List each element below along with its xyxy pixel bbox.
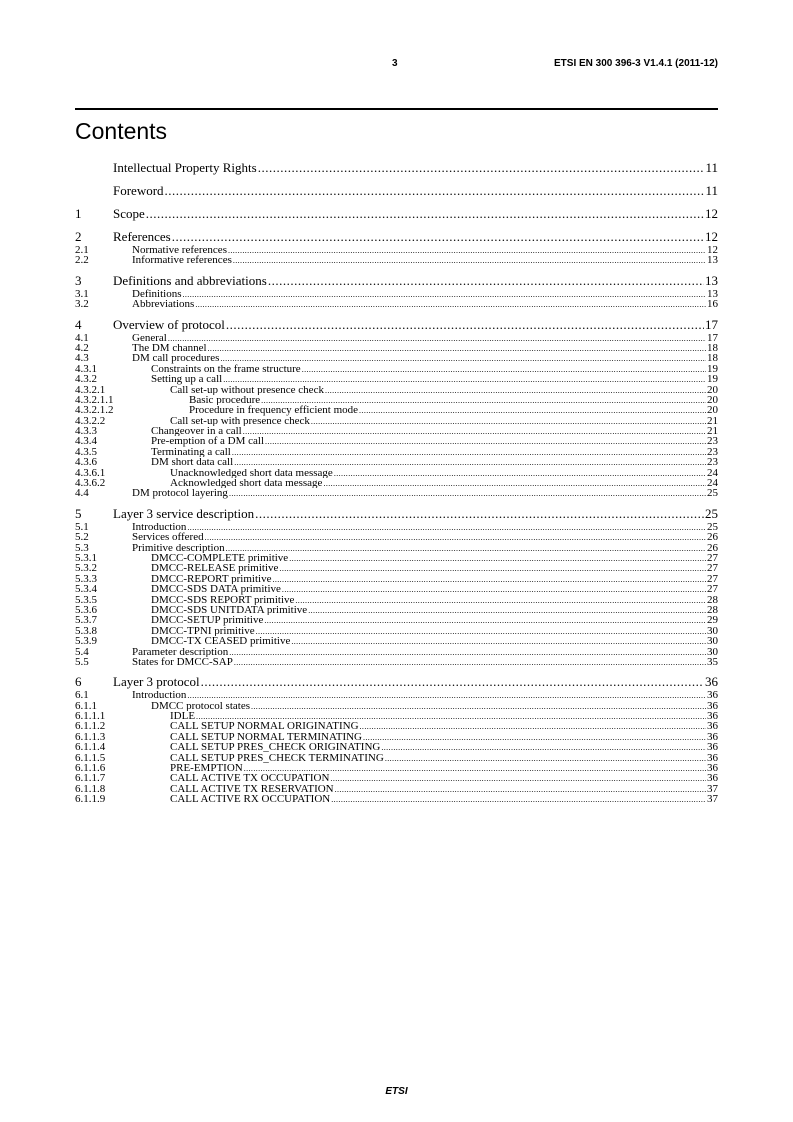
toc-entry-page: 36 bbox=[707, 721, 718, 732]
toc-dot-leader bbox=[168, 333, 706, 343]
toc-gap bbox=[75, 199, 718, 206]
toc-dot-leader bbox=[335, 784, 706, 794]
toc-entry-title: Scope bbox=[113, 206, 145, 221]
toc-entry[interactable] bbox=[75, 574, 718, 584]
toc-entry-title: DM protocol layering bbox=[132, 488, 228, 499]
toc-dot-leader bbox=[251, 701, 706, 711]
toc-entry[interactable] bbox=[75, 543, 718, 553]
toc-entry-title: CALL SETUP NORMAL ORIGINATING bbox=[170, 721, 359, 732]
toc-entry-number: 6.1.1.3 bbox=[75, 731, 106, 743]
toc-entry[interactable] bbox=[75, 721, 718, 731]
toc-entry-title: Call set-up without presence check bbox=[170, 384, 324, 395]
toc-dot-leader bbox=[323, 478, 706, 488]
toc-entry-page: 24 bbox=[707, 467, 718, 479]
toc-entry-page: 18 bbox=[707, 342, 718, 354]
toc-entry-page: 37 bbox=[707, 783, 718, 795]
toc-entry-number: 2 bbox=[75, 229, 82, 244]
toc-entry[interactable] bbox=[75, 364, 718, 374]
toc-entry[interactable] bbox=[75, 374, 718, 384]
toc-entry-title: Foreword bbox=[113, 183, 164, 198]
toc-entry-page: 36 bbox=[707, 731, 718, 743]
toc-entry-title: CALL SETUP NORMAL TERMINATING bbox=[170, 731, 362, 743]
toc-entry-page: 17 bbox=[707, 332, 718, 343]
toc-entry-page: 30 bbox=[707, 646, 718, 657]
toc-dot-leader bbox=[334, 468, 706, 478]
toc-entry-page: 28 bbox=[707, 594, 718, 605]
toc-entry-number: 6 bbox=[75, 674, 82, 690]
toc-dot-leader bbox=[264, 615, 706, 625]
toc-entry-number: 4.1 bbox=[75, 332, 89, 343]
toc-entry-page: 25 bbox=[705, 505, 718, 521]
toc-entry-number: 5.3.3 bbox=[75, 573, 97, 585]
toc-entry-title: DMCC-SDS REPORT primitive bbox=[151, 594, 295, 605]
toc-entry-number: 3.1 bbox=[75, 288, 89, 300]
toc-entry[interactable] bbox=[75, 584, 718, 594]
toc-entry-number: 6.1.1.1 bbox=[75, 711, 106, 722]
toc-entry[interactable] bbox=[75, 563, 718, 573]
toc-entry-page: 27 bbox=[707, 552, 718, 564]
toc-entry-title: CALL SETUP PRES_CHECK TERMINATING bbox=[170, 752, 384, 764]
toc-dot-leader bbox=[381, 742, 706, 752]
toc-dot-leader bbox=[172, 229, 704, 245]
toc-entry-page: 25 bbox=[707, 521, 718, 533]
toc-entry-title: Overview of protocol bbox=[113, 316, 225, 332]
toc-entry-page: 20 bbox=[707, 405, 718, 416]
toc-dot-leader bbox=[243, 426, 706, 436]
toc-entry-page: 36 bbox=[707, 690, 718, 701]
toc-entry-number: 6.1.1.5 bbox=[75, 752, 106, 764]
toc-entry-number: 6.1.1.9 bbox=[75, 794, 106, 805]
document-id: ETSI EN 300 396-3 V1.4.1 (2011-12) bbox=[554, 58, 718, 69]
toc-dot-leader bbox=[233, 255, 706, 265]
toc-entry-title: DMCC-RELEASE primitive bbox=[151, 563, 279, 574]
toc-entry-title: Parameter description bbox=[132, 646, 229, 657]
toc-entry-page: 29 bbox=[707, 615, 718, 626]
toc-entry-number: 4.3.6 bbox=[75, 457, 97, 468]
toc-entry[interactable] bbox=[75, 385, 718, 395]
toc-entry[interactable] bbox=[75, 522, 718, 532]
toc-entry-page: 17 bbox=[705, 316, 718, 332]
toc-dot-leader bbox=[302, 364, 706, 374]
toc-entry-title: PRE-EMPTION bbox=[170, 763, 243, 774]
toc-dot-leader bbox=[205, 532, 706, 542]
toc-entry-title: DM call procedures bbox=[132, 353, 220, 364]
toc-entry-page: 13 bbox=[707, 288, 718, 300]
toc-entry[interactable] bbox=[75, 532, 718, 542]
toc-entry-page: 30 bbox=[707, 625, 718, 637]
toc-dot-leader bbox=[226, 317, 704, 333]
toc-entry-page: 13 bbox=[705, 272, 718, 288]
toc-entry-page: 11 bbox=[705, 183, 718, 198]
toc-entry[interactable] bbox=[75, 160, 718, 176]
toc-entry-number: 6.1.1 bbox=[75, 700, 97, 712]
toc-entry-page: 27 bbox=[707, 573, 718, 585]
toc-entry-title: DMCC protocol states bbox=[151, 700, 250, 712]
toc-entry[interactable] bbox=[75, 436, 718, 446]
toc-entry-title: Introduction bbox=[132, 521, 187, 533]
toc-dot-leader bbox=[295, 595, 706, 605]
toc-entry-title: Layer 3 service description bbox=[113, 505, 255, 521]
toc-entry-title: Layer 3 protocol bbox=[113, 674, 200, 690]
toc-entry-number: 5.3.7 bbox=[75, 615, 97, 626]
toc-entry-page: 36 bbox=[707, 711, 718, 722]
toc-gap bbox=[75, 310, 718, 317]
toc-dot-leader bbox=[268, 273, 704, 289]
table-of-contents bbox=[75, 160, 718, 805]
toc-entry-title: Procedure in frequency efficient mode bbox=[189, 405, 359, 416]
toc-entry[interactable] bbox=[75, 605, 718, 615]
toc-entry-number: 4.3.2 bbox=[75, 374, 97, 385]
toc-entry-number: 4.3.5 bbox=[75, 446, 97, 458]
toc-entry-title: Call set-up with presence check bbox=[170, 415, 310, 427]
toc-entry[interactable] bbox=[75, 447, 718, 457]
toc-entry[interactable] bbox=[75, 333, 718, 343]
toc-dot-leader bbox=[258, 160, 705, 176]
toc-entry-number: 6.1 bbox=[75, 690, 89, 701]
toc-entry-title: DMCC-TX CEASED primitive bbox=[151, 636, 291, 647]
toc-dot-leader bbox=[363, 732, 706, 742]
toc-dot-leader bbox=[255, 506, 704, 522]
toc-entry[interactable] bbox=[75, 206, 718, 222]
toc-dot-leader bbox=[195, 299, 706, 309]
toc-entry-title: General bbox=[132, 332, 167, 343]
toc-dot-leader bbox=[165, 183, 705, 199]
toc-entry-title: CALL ACTIVE TX RESERVATION bbox=[170, 783, 334, 795]
toc-entry[interactable] bbox=[75, 468, 718, 478]
toc-dot-leader bbox=[360, 721, 706, 731]
toc-entry-page: 11 bbox=[705, 160, 718, 175]
toc-dot-leader bbox=[291, 636, 706, 646]
toc-entry-number: 5.1 bbox=[75, 521, 89, 533]
toc-entry-title: DMCC-TPNI primitive bbox=[151, 625, 255, 637]
toc-entry[interactable] bbox=[75, 289, 718, 299]
toc-dot-leader bbox=[234, 457, 706, 467]
toc-entry-title: Setting up a call bbox=[151, 374, 223, 385]
toc-dot-leader bbox=[330, 773, 706, 783]
toc-entry[interactable] bbox=[75, 773, 718, 783]
toc-dot-leader bbox=[234, 657, 706, 667]
toc-entry-number: 4.3 bbox=[75, 353, 89, 364]
toc-dot-leader bbox=[244, 763, 706, 773]
toc-entry-page: 36 bbox=[707, 742, 718, 753]
toc-entry-title: Unacknowledged short data message bbox=[170, 467, 333, 479]
toc-entry-number: 6.1.1.7 bbox=[75, 773, 106, 784]
toc-dot-leader bbox=[187, 690, 706, 700]
toc-entry-number: 5.3.8 bbox=[75, 625, 97, 637]
toc-gap bbox=[75, 499, 718, 506]
toc-dot-leader bbox=[196, 711, 706, 721]
toc-entry-title: States for DMCC-SAP bbox=[132, 656, 233, 668]
toc-entry[interactable] bbox=[75, 273, 718, 289]
toc-dot-leader bbox=[201, 674, 704, 690]
toc-entry[interactable] bbox=[75, 674, 718, 690]
toc-entry[interactable] bbox=[75, 690, 718, 700]
toc-entry-page: 24 bbox=[707, 478, 718, 489]
toc-entry[interactable] bbox=[75, 701, 718, 711]
toc-dot-leader bbox=[232, 447, 706, 457]
toc-entry-page: 25 bbox=[707, 488, 718, 499]
toc-gap bbox=[75, 266, 718, 273]
toc-entry-title: DMCC-REPORT primitive bbox=[151, 573, 272, 585]
toc-entry-page: 28 bbox=[707, 604, 718, 616]
toc-entry-page: 27 bbox=[707, 584, 718, 595]
toc-entry[interactable] bbox=[75, 647, 718, 657]
toc-entry-number: 2.1 bbox=[75, 245, 89, 256]
toc-dot-leader bbox=[265, 436, 706, 446]
toc-entry[interactable] bbox=[75, 595, 718, 605]
toc-entry-title: Basic procedure bbox=[189, 394, 261, 406]
toc-entry[interactable] bbox=[75, 229, 718, 245]
toc-entry[interactable] bbox=[75, 426, 718, 436]
toc-entry[interactable] bbox=[75, 506, 718, 522]
toc-entry-page: 21 bbox=[707, 426, 718, 437]
toc-dot-leader bbox=[220, 353, 706, 363]
toc-dot-leader bbox=[331, 794, 706, 804]
toc-dot-leader bbox=[325, 385, 706, 395]
toc-dot-leader bbox=[256, 626, 706, 636]
toc-entry-number: 5.4 bbox=[75, 646, 89, 657]
header-rule bbox=[75, 108, 718, 110]
contents-title: Contents bbox=[75, 118, 168, 144]
toc-entry[interactable] bbox=[75, 395, 718, 405]
toc-entry-page: 19 bbox=[707, 363, 718, 375]
toc-entry-title: CALL ACTIVE TX OCCUPATION bbox=[170, 773, 330, 784]
toc-entry[interactable] bbox=[75, 343, 718, 353]
page-number: 3 bbox=[392, 58, 398, 69]
toc-entry-page: 26 bbox=[707, 542, 718, 553]
toc-entry[interactable] bbox=[75, 353, 718, 363]
toc-entry-title: Definitions and abbreviations bbox=[113, 272, 267, 288]
toc-entry-number: 4.2 bbox=[75, 342, 89, 354]
toc-entry-number: 5.2 bbox=[75, 532, 89, 543]
toc-dot-leader bbox=[359, 405, 706, 415]
toc-entry[interactable] bbox=[75, 317, 718, 333]
toc-entry-number: 4.3.4 bbox=[75, 436, 97, 447]
toc-entry-number: 4.3.2.1.1 bbox=[75, 394, 114, 406]
toc-entry[interactable] bbox=[75, 299, 718, 309]
toc-entry-title: CALL SETUP PRES_CHECK ORIGINATING bbox=[170, 742, 381, 753]
toc-dot-leader bbox=[229, 488, 706, 498]
toc-entry-number: 5.3.9 bbox=[75, 636, 97, 647]
toc-entry[interactable] bbox=[75, 636, 718, 646]
toc-entry-number: 6.1.1.2 bbox=[75, 721, 106, 732]
toc-entry-title: CALL ACTIVE RX OCCUPATION bbox=[170, 794, 331, 805]
toc-entry-number: 2.2 bbox=[75, 255, 89, 266]
toc-entry-number: 6.1.1.8 bbox=[75, 783, 106, 795]
toc-entry-number: 4 bbox=[75, 316, 82, 332]
toc-entry-title: Changeover in a call bbox=[151, 426, 242, 437]
toc-entry-page: 37 bbox=[707, 794, 718, 805]
toc-dot-leader bbox=[272, 574, 706, 584]
toc-entry-page: 36 bbox=[707, 700, 718, 712]
toc-entry-title: Acknowledged short data message bbox=[170, 478, 323, 489]
toc-dot-leader bbox=[226, 543, 706, 553]
toc-entry[interactable] bbox=[75, 742, 718, 752]
toc-dot-leader bbox=[146, 206, 704, 222]
toc-entry[interactable] bbox=[75, 478, 718, 488]
toc-entry-number: 5 bbox=[75, 505, 82, 521]
page-footer: ETSI bbox=[385, 1086, 408, 1097]
toc-entry-number: 4.3.1 bbox=[75, 363, 97, 375]
toc-entry-number: 3.2 bbox=[75, 299, 89, 310]
toc-entry-page: 23 bbox=[707, 457, 718, 468]
toc-entry-page: 12 bbox=[707, 245, 718, 256]
toc-entry-title: Definitions bbox=[132, 288, 182, 300]
toc-entry-number: 5.3.6 bbox=[75, 604, 97, 616]
toc-entry-number: 5.3 bbox=[75, 542, 89, 553]
toc-entry-title: DMCC-SDS DATA primitive bbox=[151, 584, 281, 595]
toc-entry-title: IDLE bbox=[170, 711, 196, 722]
toc-entry-page: 13 bbox=[707, 255, 718, 266]
toc-entry-page: 23 bbox=[707, 436, 718, 447]
toc-entry-page: 12 bbox=[705, 229, 718, 244]
toc-entry-title: Introduction bbox=[132, 690, 187, 701]
toc-entry-number: 4.3.2.1 bbox=[75, 384, 106, 395]
toc-dot-leader bbox=[183, 289, 707, 299]
toc-dot-leader bbox=[187, 522, 706, 532]
toc-entry[interactable] bbox=[75, 416, 718, 426]
toc-entry-title: Intellectual Property Rights bbox=[113, 160, 257, 175]
toc-entry-title: DMCC-SETUP primitive bbox=[151, 615, 264, 626]
toc-entry-number: 4.3.2.2 bbox=[75, 415, 106, 427]
toc-dot-leader bbox=[229, 647, 706, 657]
toc-entry-page: 21 bbox=[707, 415, 718, 427]
toc-entry[interactable] bbox=[75, 183, 718, 199]
toc-entry-page: 36 bbox=[707, 763, 718, 774]
toc-entry-number: 5.3.4 bbox=[75, 584, 97, 595]
toc-entry-title: Services offered bbox=[132, 532, 204, 543]
toc-entry-title: DMCC-SDS UNITDATA primitive bbox=[151, 604, 308, 616]
toc-entry[interactable] bbox=[75, 615, 718, 625]
toc-dot-leader bbox=[261, 395, 706, 405]
toc-dot-leader bbox=[308, 605, 706, 615]
toc-entry-number: 4.3.6.2 bbox=[75, 478, 106, 489]
toc-entry-page: 12 bbox=[705, 206, 718, 221]
toc-entry-page: 20 bbox=[707, 384, 718, 395]
toc-entry-page: 36 bbox=[707, 773, 718, 784]
toc-dot-leader bbox=[282, 584, 706, 594]
toc-entry[interactable] bbox=[75, 626, 718, 636]
toc-entry-title: Pre-emption of a DM call bbox=[151, 436, 265, 447]
toc-dot-leader bbox=[228, 245, 706, 255]
toc-entry-number: 5.5 bbox=[75, 656, 89, 668]
toc-entry[interactable] bbox=[75, 255, 718, 265]
toc-entry[interactable] bbox=[75, 732, 718, 742]
toc-entry-title: Primitive description bbox=[132, 542, 225, 553]
toc-entry-title: DM short data call bbox=[151, 457, 234, 468]
toc-entry-page: 18 bbox=[707, 353, 718, 364]
toc-gap bbox=[75, 176, 718, 183]
toc-entry-number: 4.3.6.1 bbox=[75, 467, 106, 479]
toc-entry-page: 35 bbox=[707, 656, 718, 668]
toc-entry-page: 36 bbox=[705, 674, 718, 690]
toc-entry-title: Normative references bbox=[132, 245, 227, 256]
toc-gap bbox=[75, 222, 718, 229]
toc-entry-number: 1 bbox=[75, 206, 82, 221]
toc-entry-title: DMCC-COMPLETE primitive bbox=[151, 552, 289, 564]
toc-entry-number: 4.3.3 bbox=[75, 426, 97, 437]
toc-entry-page: 26 bbox=[707, 532, 718, 543]
toc-entry-page: 27 bbox=[707, 563, 718, 574]
toc-entry-page: 30 bbox=[707, 636, 718, 647]
toc-entry-number: 5.3.5 bbox=[75, 594, 97, 605]
toc-entry[interactable] bbox=[75, 763, 718, 773]
toc-gap bbox=[75, 667, 718, 674]
toc-entry[interactable] bbox=[75, 553, 718, 563]
toc-entry[interactable] bbox=[75, 245, 718, 255]
toc-entry-title: Constraints on the frame structure bbox=[151, 363, 301, 375]
toc-entry[interactable] bbox=[75, 753, 718, 763]
toc-entry-title: The DM channel bbox=[132, 342, 207, 354]
toc-entry-page: 20 bbox=[707, 394, 718, 406]
toc-entry[interactable] bbox=[75, 405, 718, 415]
toc-dot-leader bbox=[289, 553, 706, 563]
toc-dot-leader bbox=[279, 563, 706, 573]
toc-entry-number: 6.1.1.4 bbox=[75, 742, 106, 753]
toc-entry-page: 16 bbox=[707, 299, 718, 310]
toc-entry-page: 19 bbox=[707, 374, 718, 385]
toc-dot-leader bbox=[208, 343, 706, 353]
toc-entry[interactable] bbox=[75, 794, 718, 804]
toc-entry-number: 4.4 bbox=[75, 488, 89, 499]
toc-dot-leader bbox=[311, 416, 706, 426]
toc-entry-number: 5.3.1 bbox=[75, 552, 97, 564]
toc-entry-number: 3 bbox=[75, 272, 82, 288]
toc-entry[interactable] bbox=[75, 457, 718, 467]
toc-dot-leader bbox=[385, 753, 706, 763]
toc-entry[interactable] bbox=[75, 488, 718, 498]
toc-entry-number: 6.1.1.6 bbox=[75, 763, 106, 774]
toc-entry-page: 36 bbox=[707, 752, 718, 764]
toc-entry-number: 5.3.2 bbox=[75, 563, 97, 574]
toc-entry-title: References bbox=[113, 229, 171, 244]
toc-entry-title: Terminating a call bbox=[151, 446, 231, 458]
toc-entry[interactable] bbox=[75, 711, 718, 721]
toc-entry-title: Informative references bbox=[132, 255, 232, 266]
toc-entry-title: Abbreviations bbox=[132, 299, 195, 310]
toc-entry-page: 23 bbox=[707, 446, 718, 458]
toc-entry[interactable] bbox=[75, 784, 718, 794]
toc-dot-leader bbox=[223, 374, 706, 384]
toc-entry[interactable] bbox=[75, 657, 718, 667]
toc-entry-number: 4.3.2.1.2 bbox=[75, 405, 114, 416]
